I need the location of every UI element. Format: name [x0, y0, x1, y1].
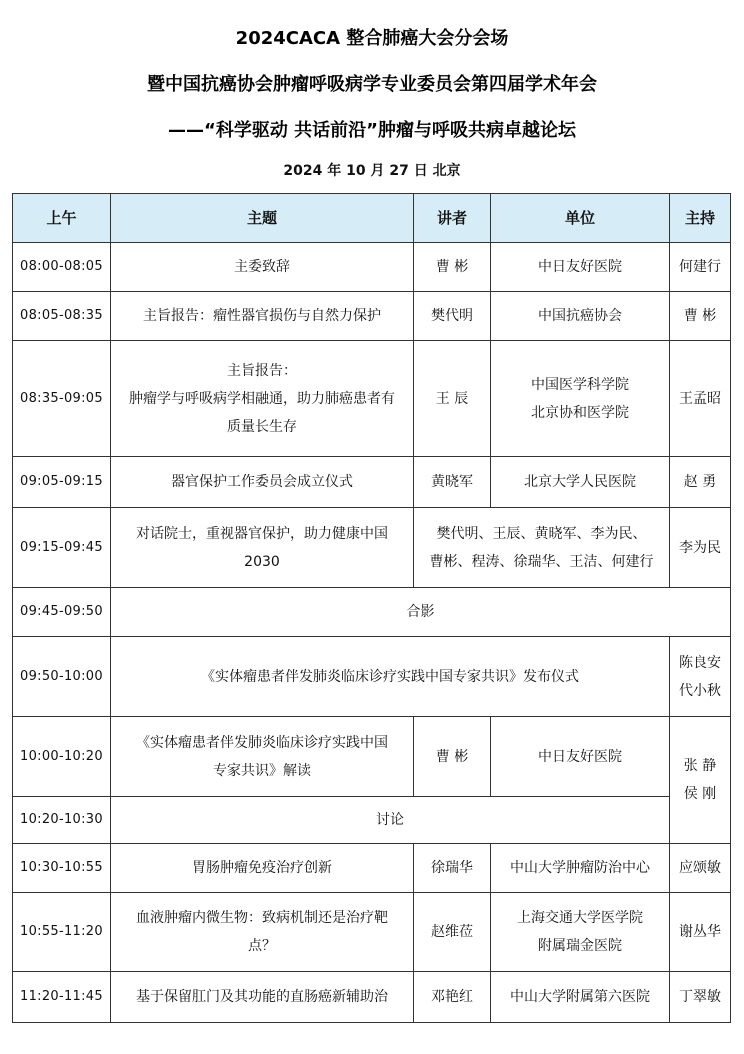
host-line: 陈良安	[679, 654, 721, 671]
row-time: 09:50-10:00	[13, 637, 111, 717]
topic-line: 血液肿瘤内微生物：致病机制还是治疗靶	[136, 910, 388, 926]
row-speaker: 曹 彬	[414, 243, 491, 292]
row-time: 09:45-09:50	[13, 588, 111, 637]
row-host: 曹 彬	[670, 292, 731, 341]
topic-line: 对话院士，重视器官保护，助力健康中国	[136, 525, 388, 542]
title-line-1: 2024CACA 整合肺癌大会分会场	[235, 28, 509, 49]
row-topic	[111, 341, 414, 457]
row-unit: 中日友好医院	[491, 717, 670, 797]
row-time: 08:05-08:35	[13, 292, 111, 341]
table-row	[13, 637, 731, 717]
table-row	[13, 457, 731, 508]
row-topic: 合影	[111, 588, 731, 637]
topic-line: 专家共识》解读	[213, 762, 311, 779]
row-time: 10:20-10:30	[13, 797, 111, 844]
row-topic: 讨论	[111, 797, 670, 844]
table-row	[13, 243, 731, 292]
row-topic	[111, 893, 414, 972]
unit-line: 上海交通大学医学院	[517, 910, 643, 926]
table-row	[13, 972, 731, 1023]
header-speaker: 讲者	[414, 194, 491, 243]
row-speaker: 樊代明	[414, 292, 491, 341]
row-time: 08:35-09:05	[13, 341, 111, 457]
header-host: 主持	[670, 194, 731, 243]
unit-line: 附属瑞金医院	[538, 938, 622, 954]
topic-line: 质量长生存	[227, 418, 297, 435]
topic-line: 主旨报告：	[227, 362, 297, 379]
host-line: 代小秋	[679, 682, 721, 699]
table-row	[13, 508, 731, 588]
row-unit: 北京大学人民医院	[491, 457, 670, 508]
host-line: 侯 刚	[683, 786, 717, 802]
topic-line: 肿瘤学与呼吸病学相融通，助力肺癌患者有	[129, 390, 395, 407]
row-time: 08:00-08:05	[13, 243, 111, 292]
row-host: 何建行	[670, 243, 731, 292]
row-host	[670, 717, 731, 844]
table-header-row	[13, 194, 731, 243]
row-time: 09:05-09:15	[13, 457, 111, 508]
host-line: 张 静	[683, 758, 717, 774]
date-line: 2024 年 10 月 27 日 北京	[283, 163, 461, 179]
schedule-table	[12, 193, 731, 1023]
row-speaker: 王 辰	[414, 341, 491, 457]
row-unit: 中日友好医院	[491, 243, 670, 292]
row-topic: 器官保护工作委员会成立仪式	[111, 457, 414, 508]
row-host: 王孟昭	[670, 341, 731, 457]
row-time: 10:00-10:20	[13, 717, 111, 797]
row-host: 谢丛华	[670, 893, 731, 972]
row-time: 10:55-11:20	[13, 893, 111, 972]
unit-line: 北京协和医学院	[531, 404, 629, 421]
table-row	[13, 292, 731, 341]
row-unit	[491, 341, 670, 457]
row-topic: 《实体瘤患者伴发肺炎临床诊疗实践中国专家共识》发布仪式	[111, 637, 670, 717]
row-speaker: 黄晓军	[414, 457, 491, 508]
row-host: 丁翠敏	[670, 972, 731, 1023]
speaker-line: 曹彬、程涛、徐瑞华、王洁、何建行	[429, 553, 654, 570]
row-host	[670, 637, 731, 717]
row-topic	[111, 508, 414, 588]
topic-line: 《实体瘤患者伴发肺炎临床诊疗实践中国	[136, 734, 388, 751]
title-line-2: 暨中国抗癌协会肿瘤呼吸病学专业委员会第四届学术年会	[147, 74, 597, 95]
table-row	[13, 717, 731, 797]
speaker-line: 樊代明、王辰、黄晓军、李为民、	[436, 525, 647, 542]
row-host: 赵 勇	[670, 457, 731, 508]
row-unit: 中山大学肿瘤防治中心	[491, 844, 670, 893]
row-unit: 中山大学附属第六医院	[491, 972, 670, 1023]
row-topic: 胃肠肿瘤免疫治疗创新	[111, 844, 414, 893]
row-topic: 主旨报告：瘤性器官损伤与自然力保护	[111, 292, 414, 341]
topic-line: 点？	[248, 938, 276, 954]
header-time: 上午	[13, 194, 111, 243]
row-time: 11:20-11:45	[13, 972, 111, 1023]
row-speaker: 徐瑞华	[414, 844, 491, 893]
header-unit: 单位	[491, 194, 670, 243]
topic-line: 2030	[244, 553, 280, 570]
unit-line: 中国医学科学院	[531, 376, 629, 393]
row-topic: 基于保留肛门及其功能的直肠癌新辅助治	[111, 972, 414, 1023]
row-time: 09:15-09:45	[13, 508, 111, 588]
row-host: 李为民	[670, 508, 731, 588]
header-topic: 主题	[111, 194, 414, 243]
row-host: 应颂敏	[670, 844, 731, 893]
table-row	[13, 893, 731, 972]
row-topic	[111, 717, 414, 797]
row-unit: 中国抗癌协会	[491, 292, 670, 341]
row-speaker: 邓艳红	[414, 972, 491, 1023]
row-time: 10:30-10:55	[13, 844, 111, 893]
title-line-3: ——“科学驱动 共话前沿”肿瘤与呼吸共病卓越论坛	[168, 120, 576, 141]
table-row	[13, 797, 731, 844]
row-speaker: 曹 彬	[414, 717, 491, 797]
table-row	[13, 341, 731, 457]
table-row	[13, 588, 731, 637]
row-unit	[491, 893, 670, 972]
row-topic: 主委致辞	[111, 243, 414, 292]
table-row	[13, 844, 731, 893]
row-speaker	[414, 508, 670, 588]
row-speaker: 赵维莅	[414, 893, 491, 972]
